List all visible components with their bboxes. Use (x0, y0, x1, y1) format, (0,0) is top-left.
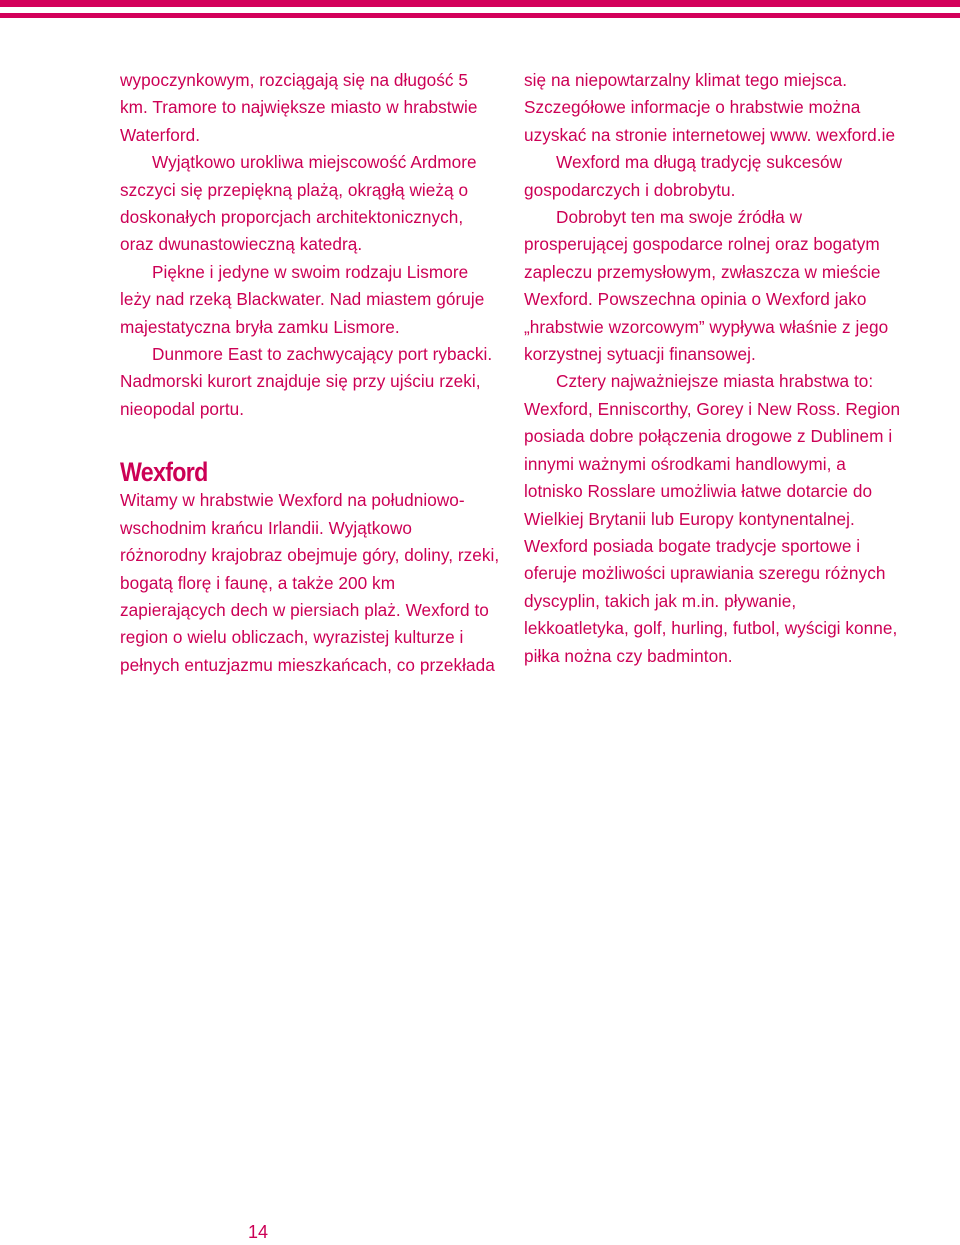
paragraph-wexford-prosperity: Dobrobyt ten ma swoje źródła w prosperującej gospodarce rolnej oraz bogatym zapleczu przemysłowym, zwłaszcza w mieście Wexford. Powszechna opinia o Wexford jako „hrabstwie wzorcowym” wypływa właśnie z jego korzystnej sytuacji finansowej. (524, 207, 889, 365)
section-heading-wexford: Wexford (120, 457, 208, 488)
paragraph-wexford-towns: Cztery najważniejsze miasta hrabstwa to: Wexford, Enniscorthy, Gorey i New Ross. Region posiada dobre połączenia drogowe z Dublinem i innymi ważnymi ośrodkami handlowymi, a lotnisko Rosslare umożliwia łatwe dotarcie do Wielkiej Brytanii lub Europy kontynentalnej. Wexford posiada bogate tradycje sportowe i oferuje możliwości uprawiania szeregu różnych dyscyplin, takich jak m.in. pływanie, lekkoatletyka, golf, hurling, futbol, wyścigi konne, piłka nożna czy badminton. (524, 371, 901, 666)
paragraph-lismore: Piękne i jedyne w swoim rodzaju Lismore leży nad rzeką Blackwater. Nad miastem góruje majestatyczna bryła zamku Lismore. (120, 261, 485, 337)
paragraph-wexford-intro: Witamy w hrabstwie Wexford na południowo-wschodnim krańcu Irlandii. Wyjątkowo różnorodny krajobraz obejmuje góry, doliny, rzeki, bogatą florę i faunę, a także 200 km zapierających dech w piersiach plaż. Wexford to region o wielu obliczach, wyrazistej kulturze i pełnych entuzjazmu mieszkańcach, co przekłada (120, 490, 500, 675)
left-text-column (120, 67, 500, 679)
paragraph-dunmore-east: Dunmore East to zachwycający port rybacki. Nadmorski kurort znajduje się przy ujściu rzeki, nieopodal portu. (120, 344, 493, 419)
top-accent-line (0, 13, 960, 18)
right-text-column (524, 67, 904, 670)
paragraph-tramore: wypoczynkowym, rozciągają się na długość 5 km. Tramore to największe miasto w hrabstwie Waterford. (120, 70, 478, 145)
top-accent-bar (0, 0, 960, 7)
page-number: 14 (248, 1222, 269, 1242)
paragraph-ardmore: Wyjątkowo urokliwa miejscowość Ardmore szczyci się przepiękną plażą, okrągłą wieżą o doskonałych proporcjach architektonicznych, oraz dwunastowieczną katedrą. (120, 152, 477, 255)
paragraph-wexford-tradition: Wexford ma długą tradycję sukcesów gospodarczych i dobrobytu. (524, 152, 843, 200)
paragraph-wexford-info: się na niepowtarzalny klimat tego miejsca. Szczegółowe informacje o hrabstwie można uzyskać na stronie internetowej www. wexford.ie (524, 70, 896, 145)
